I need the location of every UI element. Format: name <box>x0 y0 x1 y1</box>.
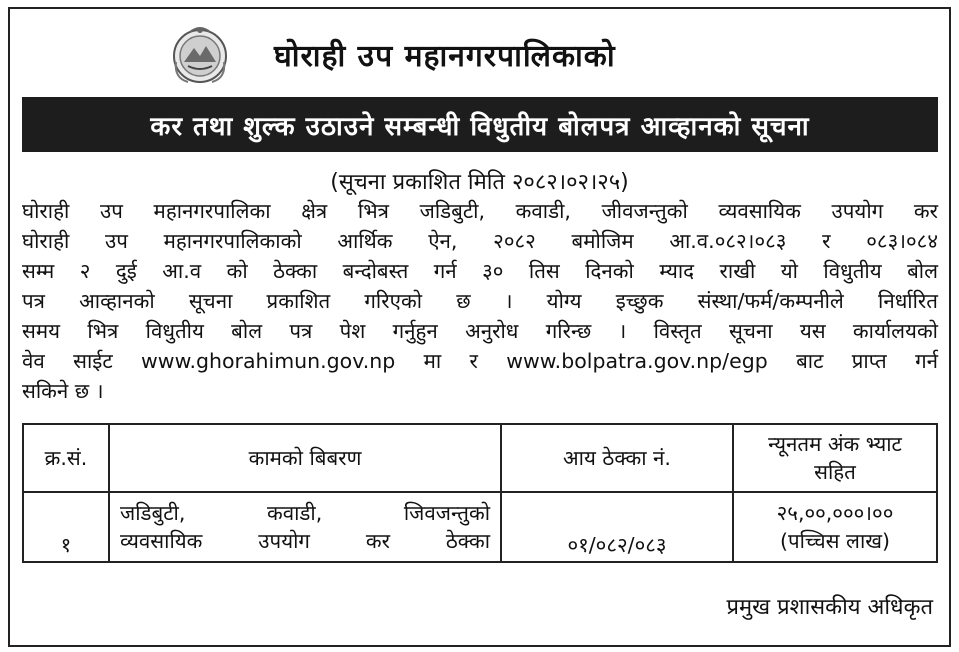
row-description <box>109 492 501 562</box>
notice-body <box>22 196 938 406</box>
row-contract-no: ०१/०८२/०८३ <box>501 492 733 562</box>
header-amount-line2: सहित <box>814 460 856 484</box>
body-line: समय भित्र विधुतीय बोल पत्र पेश गर्नुहुन अनुरोध गरिन्छ । विस्तृत सूचना यस कार्यालयको <box>22 319 938 343</box>
row-description-line1: जडिबुटी, कवाडी, जिवजन्तुको <box>120 501 490 525</box>
header-contract-no: आय ठेक्का नं. <box>501 424 733 492</box>
header-description: कामको बिबरण <box>109 424 501 492</box>
contract-table <box>22 423 938 563</box>
table-header-row <box>23 424 937 492</box>
publication-date: (सूचना प्रकाशित मिति २०८२।०२।२५) <box>330 170 629 195</box>
office-name: घोराही उप महानगरपालिकाको <box>274 39 616 74</box>
notice-title: कर तथा शुल्क उठाउने सम्बन्धी विधुतीय बोलपत्र आव्हानको सूचना <box>150 111 810 142</box>
header-amount <box>733 424 937 492</box>
table-row <box>23 492 937 562</box>
row-amount-value: २५,००,०००।०० <box>776 501 894 525</box>
body-line: सकिने छ । <box>22 379 104 403</box>
header-amount-line1: न्यूनतम अंक भ्याट <box>768 432 902 456</box>
municipality-emblem-icon <box>168 22 232 86</box>
row-amount-words: (पच्चिस लाख) <box>779 529 891 553</box>
row-amount <box>733 492 937 562</box>
body-line: घोराही उप महानगरपालिका क्षेत्र भित्र जडिबुटी, कवाडी, जीवजन्तुको व्यवसायिक उपयोग कर <box>22 199 938 223</box>
body-line: वेव साईट www.ghorahimun.gov.np मा र www.bolpatra.gov.np/egp बाट प्राप्त गर्न <box>22 349 938 373</box>
row-sn: १ <box>23 492 109 562</box>
header-sn: क्र.सं. <box>23 424 109 492</box>
body-line: पत्र आव्हानको सूचना प्रकाशित गरिएको छ । योग्य इच्छुक संस्था/फर्म/कम्पनीले निर्धारित <box>22 289 938 313</box>
notice-title-banner <box>22 97 938 152</box>
body-line: सम्म २ दुई आ.व को ठेक्का बन्दोबस्त गर्न ३० तिस दिनको म्याद राखी यो विधुतीय बोल <box>22 259 938 283</box>
row-description-line2: व्यवसायिक उपयोग कर ठेक्का <box>120 529 490 553</box>
body-line: घोराही उप महानगरपालिकाको आर्थिक ऐन, २०८२ बमोजिम आ.व.०८२।०८३ र ०८३।०८४ <box>22 229 938 253</box>
signatory-title: प्रमुख प्रशासकीय अधिकृत <box>726 595 933 620</box>
